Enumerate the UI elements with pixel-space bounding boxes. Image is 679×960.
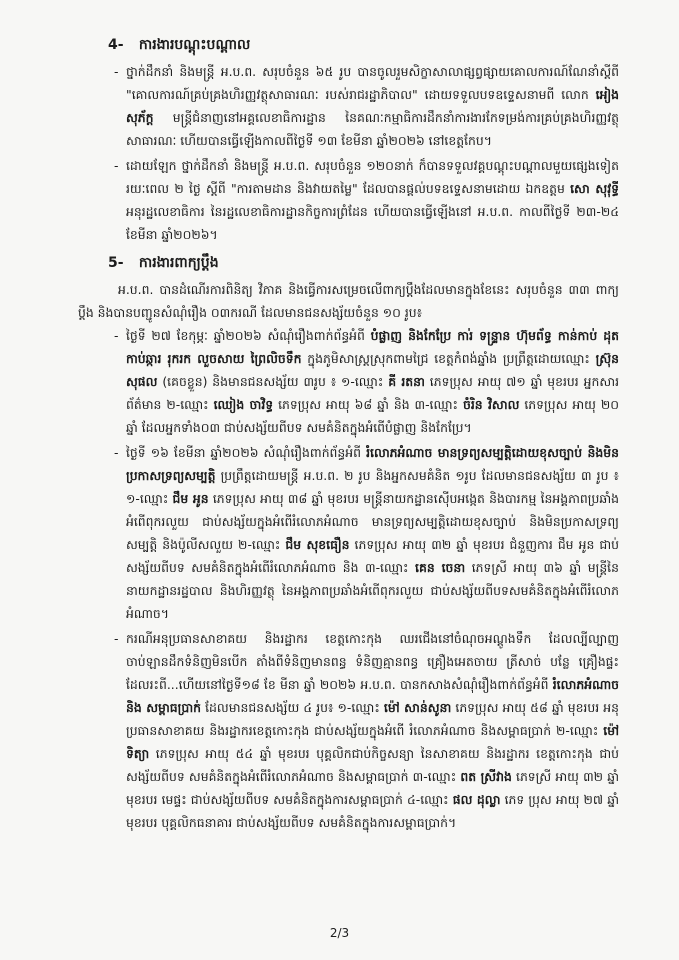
bullet-text: ថ្នាក់ដឹកនាំ និងមន្ត្រី អ.ប.ព. សរុបចំនួន ៦៥ រូប បានចូលរួមសិក្ខាសាលាផ្សព្វផ្សាយគោលការណ៍ណែនាំស្តីពី "គោលការណ៍គ្រប់គ្រងហិរញ្ញវត្ថុសាធារណៈ របស់រាជរដ្ឋាភិបាល" ដោយទទួលបទឧទ្ទេសនាមពី លោក (126, 64, 619, 102)
bullet-text: ភេទស្រី អាយុ ៣២ ឆ្នាំ មុខរបរ មេផ្ទះ ជាប់សង្ស័យពីបទ សមគំនិតក្នុងការសម្ពាធប្រាក់ ៤-ឈ្មោះ (126, 769, 620, 807)
section-4-number: 4- (108, 37, 124, 53)
bullet-text: (គេចខ្លួន) និងមានជនសង្ស័យ ៣រូប ៖ ១-ឈ្មោះ (157, 374, 389, 389)
bullet-text: ភេទ ប្រុស អាយុ ២៧ ឆ្នាំ មុខរបរ បុគ្គលិកធនាគារ ជាប់សង្ស័យពីបទ សមគំនិតក្នុងការសម្ពាធប្រាក់។ (126, 792, 619, 830)
bullet-text: មន្ត្រីជំនាញនៅអគ្គលេខាធិការដ្ឋាន នៃគណៈកម្មាធិការដឹកនាំការងារកែទម្រង់ការគ្រប់គ្រងហិរញ្ញវត្ថុសាធារណៈ ហើយបានធ្វើឡើងកាលពីថ្ងៃទី ១៣ ខែមីនា ឆ្នាំ២០២៦ នៅខេត្តកែប។ (126, 110, 619, 148)
bullet-bold-text: រំលោភអំណាច មានទ្រព្យសម្បត្តិដោយខុសច្បាប់ និងមិនប្រកាសទ្រព្យសម្បត្តិ (126, 445, 619, 483)
bullet-bold-text: អៀង សុភ័ក្ត (126, 87, 619, 125)
bullet-text: ភេទប្រុស អាយុ ២០ ឆ្នាំ ដែលអ្នកទាំង០៣ ជាប់សង្ស័យពីបទ សមគំនិតក្នុងអំពើបំផ្លាញ និងកែប្រែ។ (126, 397, 620, 435)
bullet-text: អនុរដ្ឋលេខាធិការ នៃរដ្ឋលេខាធិការដ្ឋានកិច្ចការព្រំដែន ហើយបានធ្វើឡើងនៅ អ.ប.ព. កាលពីថ្ងៃទី ២៣-២៤ ខែមីនា ឆ្នាំ២០២៦។ (126, 204, 619, 242)
bullet-bold-text: គេន ចេនា (415, 560, 466, 575)
bullet-bold-text: ជឹម សុខធឿន (285, 537, 350, 552)
bullet-bold-text: ពត ស្រីវាង (460, 769, 512, 784)
bullet-text: ក្នុងភូមិសាស្ត្រស្រុកពាមជ្រៃ ខេត្តកំពង់ឆ្នាំង ប្រព្រឹត្តដោយឈ្មោះ (301, 351, 596, 366)
bullet-text: ថ្ងៃទី ២៧ ខែកុម្ភៈ ឆ្នាំ២០២៦ សំណុំរឿងពាក់ព័ន្ធអំពី (126, 328, 371, 343)
bullet-bold-text: បំផ្លាញ និងកែប្រែ ការ់ ទន្ទ្រាន ហ៊ុមព័ទ្ធ កាន់កាប់ ដុត កាប់ឆ្ការ រុករក លួចសាយ ព្រៃលិចទឹក (126, 328, 619, 366)
bullet-bold-text: ជឹម អូន (172, 491, 209, 506)
section-5-bullet-2 (78, 441, 619, 625)
section-4-title: ការងារបណ្តុះបណ្តាល (138, 37, 251, 53)
section-5-number: 5- (108, 255, 124, 271)
bullet-text: ភេទប្រុស អាយុ ៦៨ ឆ្នាំ និង ៣-ឈ្មោះ (273, 397, 463, 412)
section-5-title: ការងារពាក្យប្តឹង (138, 255, 219, 271)
bullet-text: ភេទប្រុស អាយុ ៧១ ឆ្នាំ មុខរបរ អ្នកសារព័ត៌មាន ២-ឈ្មោះ (126, 374, 619, 412)
bullet-bold-text: ផល ដុល្លា (452, 792, 501, 807)
dash-icon: - (114, 158, 119, 173)
bullet-text: ភេទប្រុស អាយុ ៥៨ ឆ្នាំ មុខរបរ អនុប្រធានសាខាគយ និងរដ្ឋាករខេត្តកោះកុង ជាប់សង្ស័យក្នុងអំពើ រំលោភអំណាច និងសម្ពាធប្រាក់ ២-ឈ្មោះ (126, 700, 619, 738)
bullet-bold-text: រំលោភអំណាច និង សម្ពាធប្រាក់ (126, 677, 619, 715)
dash-icon: - (114, 445, 119, 460)
section-5-heading (108, 252, 619, 274)
section-4-heading (108, 34, 619, 56)
dash-icon: - (114, 64, 119, 79)
section-5-bullet-3 (78, 627, 619, 834)
section-5-bullet-1 (78, 324, 619, 439)
page-number: 2/3 (329, 926, 350, 940)
bullet-text: ដោយឡែក ថ្នាក់ដឹកនាំ និងមន្ត្រី អ.ប.ព. សរុបចំនួន ១២០នាក់ ក៏បានទទួលវគ្គបណ្តុះបណ្តាលមួយផ្សេងទៀត រយៈពេល ២ ថ្ងៃ ស្តីពី "ការតាមដាន និងវាយតម្លៃ" ដែលបានផ្តល់បទឧទ្ទេសនាមដោយ ឯកឧត្តម (126, 158, 619, 196)
dash-icon: - (114, 328, 119, 343)
section-4-bullet-2 (78, 154, 619, 246)
bullet-text: ថ្ងៃទី ១៦ ខែមីនា ឆ្នាំ២០២៦ សំណុំរឿងពាក់ព័ន្ធអំពី (126, 445, 367, 460)
bullet-text: ភេទប្រុស អាយុ ៣២ ឆ្នាំ មុខរបរ ជំនួញការ ជឹម អូន ជាប់សង្ស័យពីបទ សមគំនិតក្នុងអំពើរំលោភអំណាច និង ៣-ឈ្មោះ (126, 537, 619, 575)
bullet-bold-text: ស្រ៊ុន សុផល (126, 351, 619, 389)
section-4-bullet-1 (78, 60, 619, 152)
bullet-text: ភេទប្រុស អាយុ ៥៤ ឆ្នាំ មុខរបរ បុគ្គលិកជាប់កិច្ចសន្យា នៃសាខាគយ និងរដ្ឋាករ ខេត្តកោះកុង ជាប់សង្ស័យពីបទ សមគំនិតក្នុងអំពើរំលោភអំណាច និងសម្ពាធប្រាក់ ៣-ឈ្មោះ (126, 746, 619, 784)
bullet-text: ប្រព្រឹត្តដោយមន្ត្រី អ.ប.ព. ២ រូប និងអ្នកសមគំនិត ១រូប ដែលមានជនសង្ស័យ ៣ រូប ៖ ១-ឈ្មោះ (126, 468, 619, 506)
bullet-bold-text: ម៉ៅ សាន់សូនា (383, 700, 452, 715)
bullet-bold-text: ចំរិន វិសាល (462, 397, 520, 412)
section-5-intro: អ.ប.ព. បានដំណើរការពិនិត្យ វិភាគ និងធ្វើការសម្រេចលើពាក្យប្តឹងដែលមានក្នុងខែនេះ សរុបចំនួន ៣៣ ពាក្យប្តឹង និងបានបញ្ជូនសំណុំរឿង ០៣ករណី ដែលមានជនសង្ស័យចំនួន ១០ រូប៖ (78, 282, 619, 320)
dash-icon: - (114, 631, 119, 646)
bullet-text: ករណីអនុប្រធានសាខាគយ និងរដ្ឋាករ ខេត្តកោះកុង ឈរជើងនៅចំណុចអណ្តូងទឹក ដែលល្បីល្បាញ ចាប់ឡានដឹកទំនិញមិនបើក តាំងពីទំនិញមានពន្ធ ទំនិញគ្មានពន្ធ គ្រឿងអេតចាយ ត្រីសាច់ បន្លែ គ្រឿងផ្ទះដែលរះពី...ហើយនៅថ្ងៃទី១៨ ខែ មីនា ឆ្នាំ ២០២៦ អ.ប.ព. បានកសាងសំណុំរឿងពាក់ព័ន្ធអំពី (126, 631, 619, 692)
bullet-bold-text: ឈៀង ចាវិទ្ធ (213, 397, 274, 412)
bullet-text: ដែលមានជនសង្ស័យ ៤ រូប៖ ១-ឈ្មោះ (201, 700, 384, 715)
bullet-text: ភេទស្រី អាយុ ៣៦ ឆ្នាំ មន្ត្រីនៃនាយកដ្ឋានរដ្ឋបាល និងហិរញ្ញវត្ថុ នៃអង្គភាពប្រឆាំងអំពើពុករលួយ ជាប់សង្ស័យពីបទសមគំនិតក្នុងអំពើរំលោភអំណាច។ (126, 560, 619, 621)
bullet-bold-text: សោ សុវុទ្ធី (570, 181, 619, 196)
bullet-text: ភេទប្រុស អាយុ ៣៨ ឆ្នាំ មុខរបរ មន្ត្រីនាយកដ្ឋានស៊ើបអង្កេត និងបារកម្ម នៃអង្គភាពប្រឆាំងអំពើពុករលួយ ជាប់សង្ស័យក្នុងអំពើរំលោភអំណាច មានទ្រព្យសម្បត្តិដោយខុសច្បាប់ និងមិនប្រកាសទ្រព្យសម្បត្តិ និងប៉ូលីសលួយ ២-ឈ្មោះ (126, 491, 619, 552)
bullet-bold-text: ម៉ៅ ទិត្យា (126, 723, 619, 761)
bullet-bold-text: គី រតនា (388, 374, 425, 389)
